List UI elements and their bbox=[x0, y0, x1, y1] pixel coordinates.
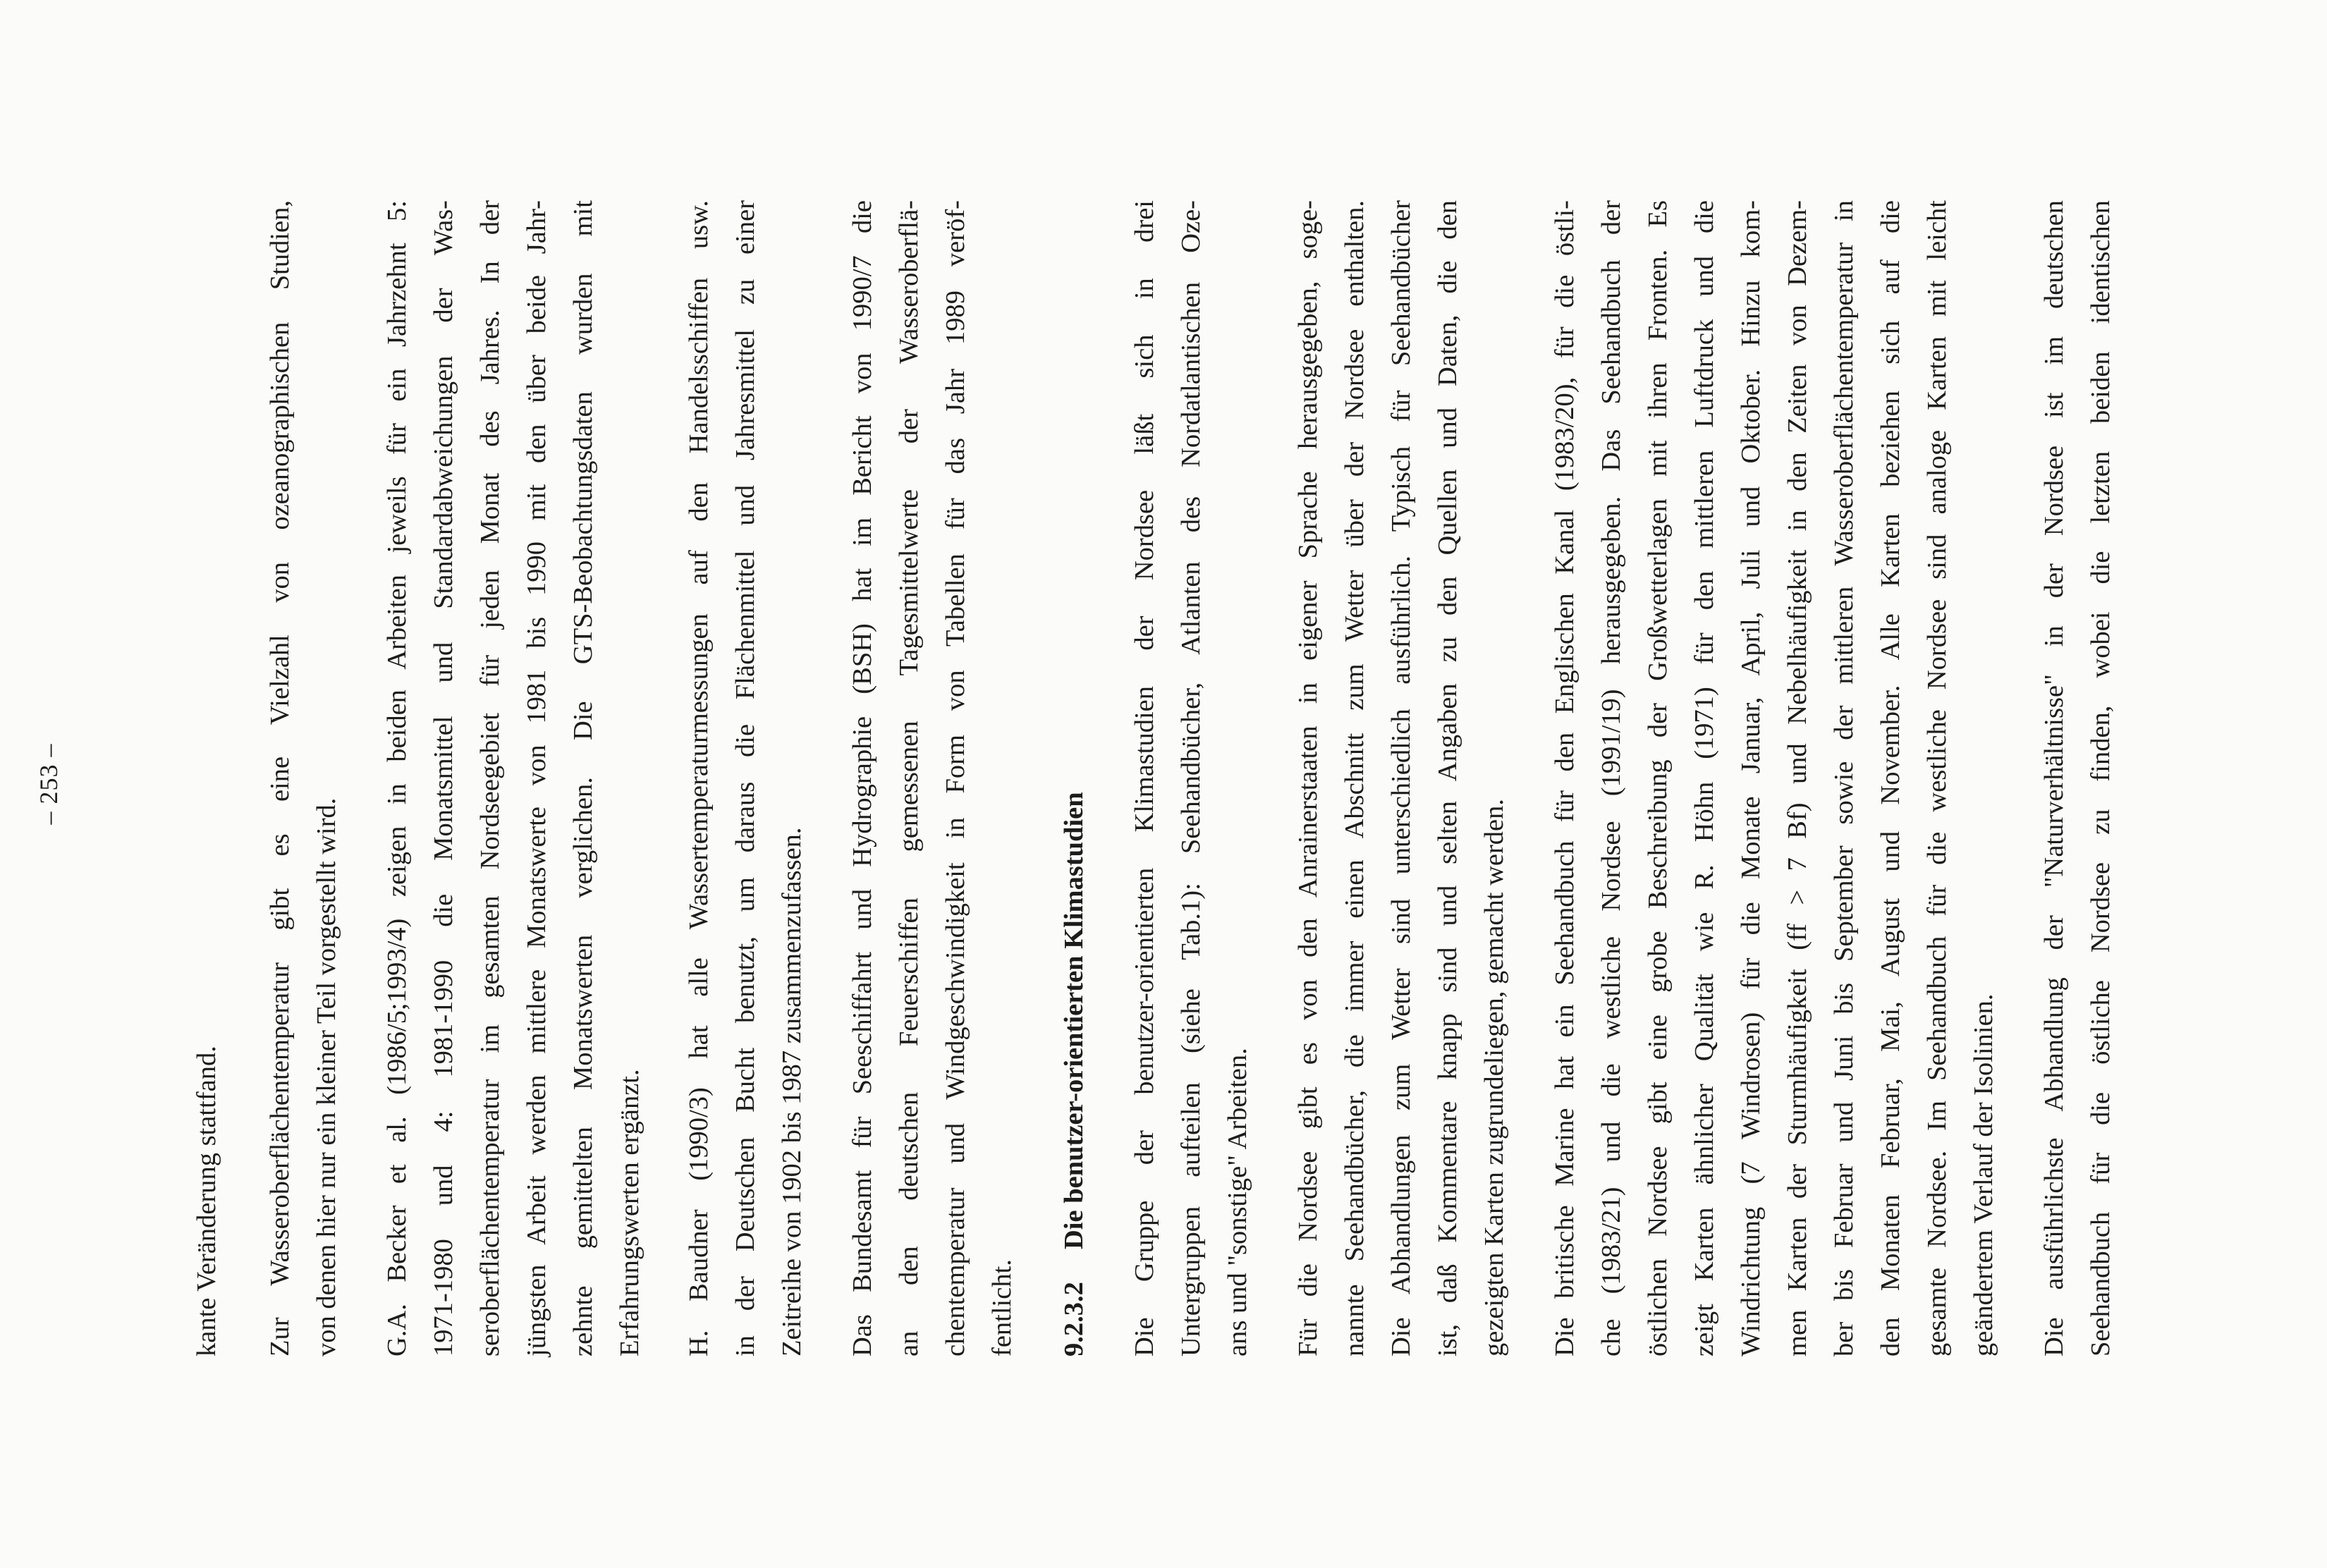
text-line: chentemperatur und Windgeschwindigkeit in Form von Tabellen für das Jahr 1989 veröf- bbox=[941, 200, 970, 1356]
text-line: jüngsten Arbeit werden mittlere Monatswerte von 1981 bis 1990 mit den über beide Jahr- bbox=[522, 200, 551, 1356]
text-line: fentlicht. bbox=[987, 1259, 1017, 1356]
text-line: Die Abhandlungen zum Wetter sind unterschiedlich ausführlich. Typisch für Seehandbücher bbox=[1386, 200, 1416, 1356]
text-line: Das Bundesamt für Seeschiffahrt und Hydrographie (BSH) hat im Bericht von 1990/7 die bbox=[848, 200, 877, 1356]
text-line: nannte Seehandbücher, die immer einen Abschnitt zum Wetter über der Nordsee enthalten. bbox=[1340, 200, 1369, 1356]
text-line: von denen hier nur ein kleiner Teil vorgestellt wird. bbox=[312, 797, 341, 1356]
text-line: Die Gruppe der benutzer-orientierten Klimastudien der Nordsee läßt sich in drei bbox=[1130, 200, 1159, 1356]
text-line: Erfahrungswerten ergänzt. bbox=[615, 1069, 645, 1356]
text-line: geändertem Verlauf der Isolinien. bbox=[1969, 993, 1998, 1356]
text-line: Untergruppen aufteilen (siehe Tab.1): Seehandbücher, Atlanten des Nordatlantischen Oze- bbox=[1176, 200, 1206, 1356]
text-line: Zeitreihe von 1902 bis 1987 zusammenzufassen. bbox=[777, 827, 807, 1356]
text-line: men Karten der Sturmhäufigkeit (ff > 7 Bf) und Nebelhäufigkeit in den Zeiten von Dezem- bbox=[1783, 200, 1812, 1356]
text-line: ber bis Februar und Juni bis September sowie der mittleren Wasseroberflächentemperatur in bbox=[1829, 200, 1859, 1356]
text-line: in der Deutschen Bucht benutzt, um daraus die Flächenmittel und Jahresmittel zu einer bbox=[731, 200, 760, 1356]
text-line: Für die Nordsee gibt es von den Anrainerstaaten in eigener Sprache herausgegeben, soge- bbox=[1293, 200, 1323, 1356]
text-line: gezeigten Karten zugrundeliegen, gemacht werden. bbox=[1479, 798, 1509, 1356]
text-line: seroberflächentemperatur im gesamten Nordseegebiet für jeden Monat des Jahres. In der bbox=[475, 200, 505, 1356]
text-line: zehnte gemittelten Monatswerten verglichen. Die GTS-Beobachtungsdaten wurden mit bbox=[568, 200, 598, 1356]
text-line: H. Baudner (1990/3) hat alle Wassertemperaturmessungen auf den Handelsschiffen usw. bbox=[684, 200, 714, 1356]
text-line: den Monaten Februar, Mai, August und November. Alle Karten beziehen sich auf die bbox=[1876, 200, 1905, 1356]
text-line: Die britische Marine hat ein Seehandbuch für den Englischen Kanal (1983/20), für die östli- bbox=[1550, 200, 1580, 1356]
section-heading bbox=[1051, 200, 1097, 1356]
text-line: che (1983/21) und die westliche Nordsee (1991/19) herausgegeben. Das Seehandbuch der bbox=[1596, 200, 1626, 1356]
text-line: Seehandbuch für die östliche Nordsee zu finden, wobei die letzten beiden identischen bbox=[2086, 200, 2115, 1356]
text-line: kante Veränderung stattfand. bbox=[192, 1046, 221, 1356]
text-line: Die ausführlichste Abhandlung der "Naturverhältnisse" in der Nordsee ist im deutschen bbox=[2039, 200, 2069, 1356]
text-line: zeigt Karten ähnlicher Qualität wie R. Höhn (1971) für den mittleren Luftdruck und die bbox=[1690, 200, 1719, 1356]
text-line: ans und "sonstige" Arbeiten. bbox=[1223, 1048, 1252, 1356]
text-line: G.A. Becker et al. (1986/5;1993/4) zeigen in beiden Arbeiten jeweils für ein Jahrzehnt 5: bbox=[382, 200, 412, 1356]
section-number: 9.2.3.2 bbox=[1059, 1282, 1089, 1356]
text-line: an den deutschen Feuerschiffen gemessenen Tagesmittelwerte der Wasseroberflä- bbox=[894, 200, 924, 1356]
page-number: – 253 – bbox=[35, 743, 63, 825]
text-line: ist, daß Kommentare knapp sind und selten Angaben zu den Quellen und Daten, die den bbox=[1433, 200, 1462, 1356]
text-line: Windrichtung (7 Windrosen) für die Monate Januar, April, Juli und Oktober. Hinzu kom- bbox=[1736, 200, 1766, 1356]
text-line: gesamte Nordsee. Im Seehandbuch für die westliche Nordsee sind analoge Karten mit leicht bbox=[1922, 200, 1952, 1356]
text-line: Zur Wasseroberflächentemperatur gibt es eine Vielzahl von ozeanographischen Studien, bbox=[265, 200, 295, 1356]
section-title: Die benutzer-orientierten Klimastudien bbox=[1059, 792, 1089, 1249]
text-line: 1971-1980 und 4: 1981-1990 die Monatsmittel und Standardabweichungen der Was- bbox=[429, 200, 458, 1356]
text-line: östlichen Nordsee gibt eine grobe Beschreibung der Großwetterlagen mit ihren Fronten. Es bbox=[1643, 200, 1673, 1356]
